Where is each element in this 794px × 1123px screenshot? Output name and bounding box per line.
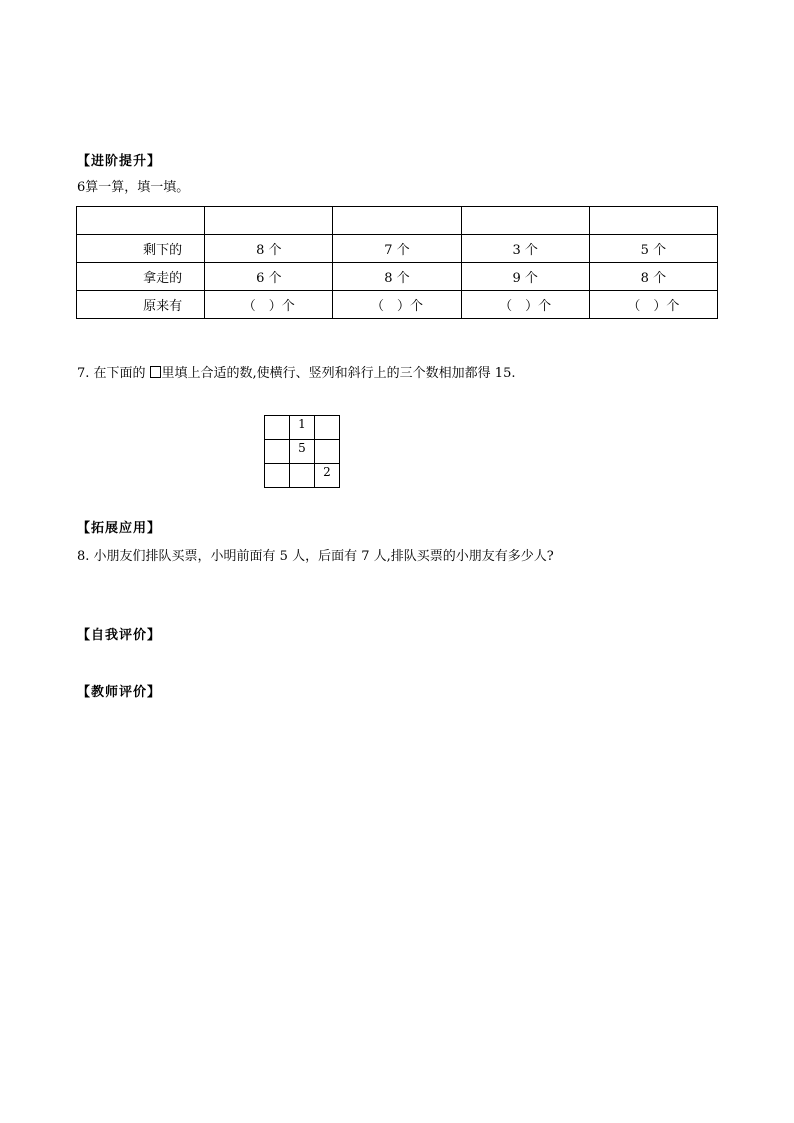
grid-cell-given: 2 [315,464,340,488]
grid-cell-empty[interactable] [265,440,290,464]
grid-cell-given: 5 [290,440,315,464]
answer-blank-cell[interactable]: （ ）个 [205,291,333,319]
grid-cell-empty[interactable] [265,416,290,440]
section-heading-self-evaluation: 【自我评价】 [77,628,162,643]
grid-cell-given: 1 [290,416,315,440]
row-label-taken: 拿走的 [77,263,205,291]
question-6-table [76,206,718,319]
table-cell: 9 个 [461,263,589,291]
table-cell: 3 个 [461,235,589,263]
table-cell [77,207,205,235]
row-label-remaining: 剩下的 [77,235,205,263]
question-7-suffix: 里填上合适的数,使横行、竖列和斜行上的三个数相加都得 15. [161,366,516,381]
table-row-original [77,291,718,319]
grid-cell-empty[interactable] [315,440,340,464]
section-heading-extension: 【拓展应用】 [77,521,162,536]
grid-cell-empty[interactable] [265,464,290,488]
row-label-original: 原来有 [77,291,205,319]
magic-square-grid [264,415,340,488]
grid-cell-empty[interactable] [315,416,340,440]
section-heading-advanced: 【进阶提升】 [77,154,162,169]
table-cell [461,207,589,235]
answer-blank-cell[interactable]: （ ）个 [461,291,589,319]
answer-blank-cell[interactable]: （ ）个 [333,291,461,319]
grid-row [265,416,340,440]
table-row-taken [77,263,718,291]
table-cell: 7 个 [333,235,461,263]
table-cell [205,207,333,235]
table-cell: 8 个 [205,235,333,263]
table-cell: 5 个 [589,235,717,263]
answer-blank-cell[interactable]: （ ）个 [589,291,717,319]
table-cell [589,207,717,235]
grid-row [265,464,340,488]
grid-row [265,440,340,464]
table-cell: 6 个 [205,263,333,291]
table-cell: 8 个 [333,263,461,291]
question-7-text [77,366,516,382]
question-6-text: 6算一算，填一填。 [77,180,190,195]
section-heading-teacher-evaluation: 【教师评价】 [77,685,162,700]
question-7-prefix: 7. 在下面的 [77,366,146,381]
table-row-remaining [77,235,718,263]
question-8-text: 8. 小朋友们排队买票，小明前面有 5 人，后面有 7 人,排队买票的小朋友有多少人? [77,549,554,564]
table-header-row [77,207,718,235]
grid-cell-empty[interactable] [290,464,315,488]
table-cell: 8 个 [589,263,717,291]
table-cell [333,207,461,235]
empty-square-icon [150,366,161,378]
